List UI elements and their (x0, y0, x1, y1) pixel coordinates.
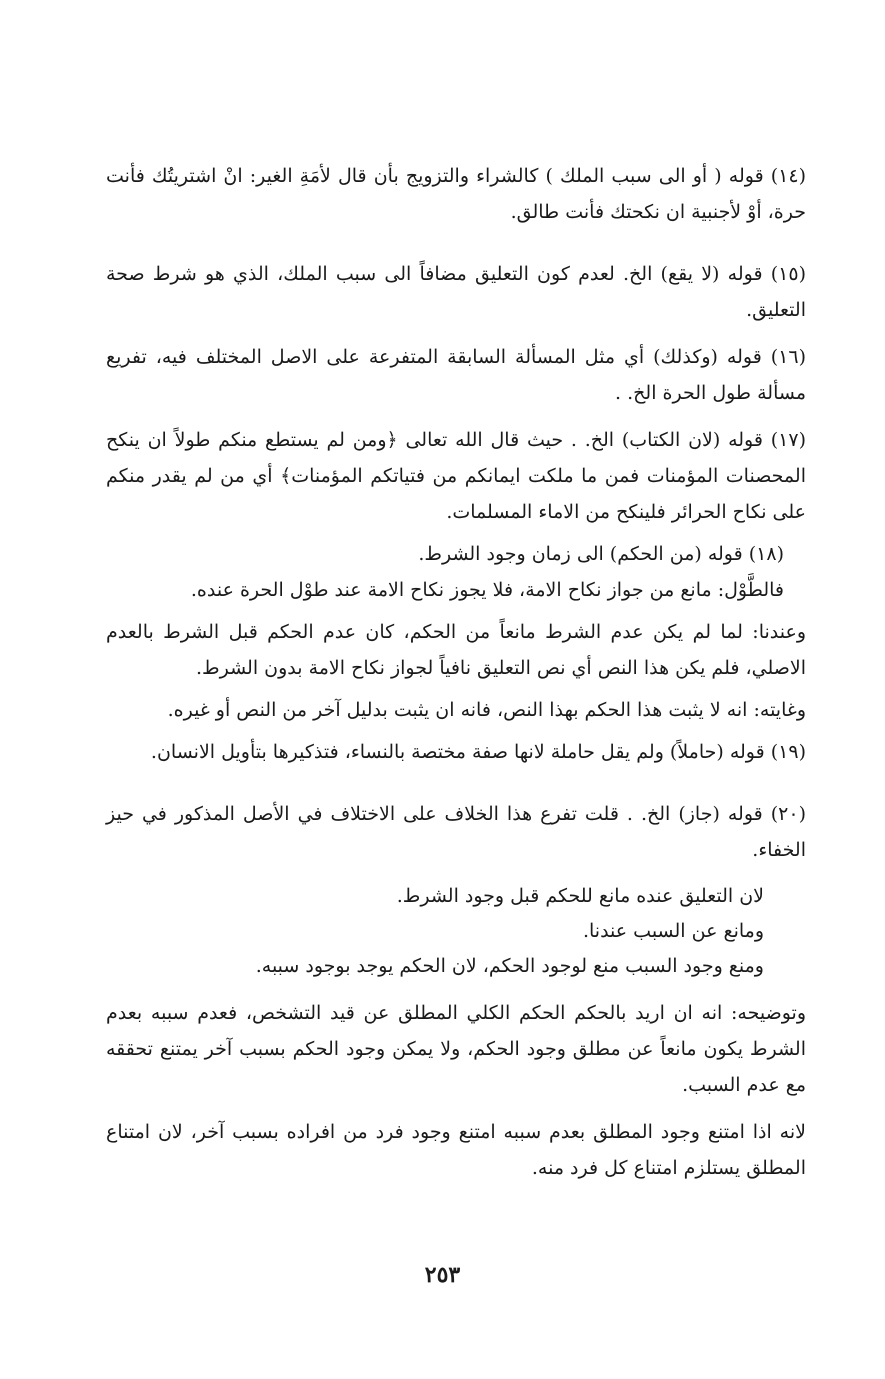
spacer (106, 230, 806, 256)
note-18-our-view: وعندنا: لما لم يكن عدم الشرط مانعاً من الحكم، كان عدم الحكم قبل الشرط بالعدم الاصلي، فلم يكن هذا النص أي نص التعليق نافياً لجواز نكاح الامة بدون الشرط. (106, 621, 806, 679)
note-19: (١٩) قوله (حاملاً) ولم يقل حاملة لانها صفة مختصة بالنساء، فتذكيرها بتأويل الانسان. (150, 741, 806, 763)
note-18-conclusion: وغايته: انه لا يثبت هذا الحكم بهذا النص، فانه ان يثبت بدليل آخر من النص أو غيره. (167, 699, 806, 721)
note-20-point-3: ومنع وجود السبب منع لوجود الحكم، لان الحكم يوجد بوجود سببه. (255, 955, 764, 977)
spacer (106, 411, 806, 422)
note-20-point-2: ومانع عن السبب عندنا. (582, 920, 764, 942)
note-15: (١٥) قوله (لا يقع) الخ. لعدم كون التعليق مضافاً الى سبب الملك، الذي هو شرط صحة التعليق. (106, 263, 806, 321)
clarification-paragraph: وتوضيحه: انه ان اريد بالحكم الحكم الكلي المطلق عن قيد التشخص، فعدم سببه بعدم الشرط يكون مانعاً عن مطلق وجود الحكم، ولا يمكن وجود الحكم بسبب آخر يمتنع تحققه مع عدم السبب. (106, 1002, 806, 1096)
note-14: (١٤) قوله ( أو الى سبب الملك ) كالشراء والتزويج بأن قال لأمَةِ الغير: انْ اشتريتُك فأنت حرة، أوْ لأجنبية ان نكحتك فأنت طالق. (106, 165, 806, 223)
note-18-tawl: فالطَّوْل: مانع من جواز نكاح الامة، فلا يجوز نكاح الامة عند طوْل الحرة عنده. (190, 579, 784, 601)
page-number: ٢٥٣ (424, 1262, 461, 1288)
note-20: (٢٠) قوله (جاز) الخ. . قلت تفرع هذا الخلاف على الاختلاف في الأصل المذكور في حيز الخفاء. (106, 803, 806, 861)
spacer (106, 770, 806, 796)
note-18-heading: (١٨) قوله (من الحكم) الى زمان وجود الشرط. (418, 543, 784, 565)
note-20-points (106, 879, 806, 984)
note-17: (١٧) قوله (لان الكتاب) الخ. . حيث قال الله تعالى ﴿ومن لم يستطع منكم طولاً ان ينكح المحصنات المؤمنات فمن ما ملكت ايمانكم من فتياتكم المؤمنات﴾ أي من لم يقدر منكم على نكاح الحرائر فلينكح من الاماء المسلمات. (106, 429, 806, 523)
spacer (106, 1103, 806, 1114)
note-20-point-1: لان التعليق عنده مانع للحكم قبل وجود الشرط. (396, 885, 764, 907)
closing-paragraph: لانه اذا امتنع وجود المطلق بعدم سببه امتنع وجود فرد من افراده بسبب آخر، لان امتناع المطلق يستلزم امتناع كل فرد منه. (106, 1121, 806, 1179)
page-body (106, 158, 806, 1186)
spacer (106, 328, 806, 339)
spacer (106, 984, 806, 995)
note-16: (١٦) قوله (وكذلك) أي مثل المسألة السابقة المتفرعة على الاصل المختلف فيه، تفريع مسألة طول الحرة الخ. . (106, 346, 806, 404)
spacer (106, 868, 806, 879)
